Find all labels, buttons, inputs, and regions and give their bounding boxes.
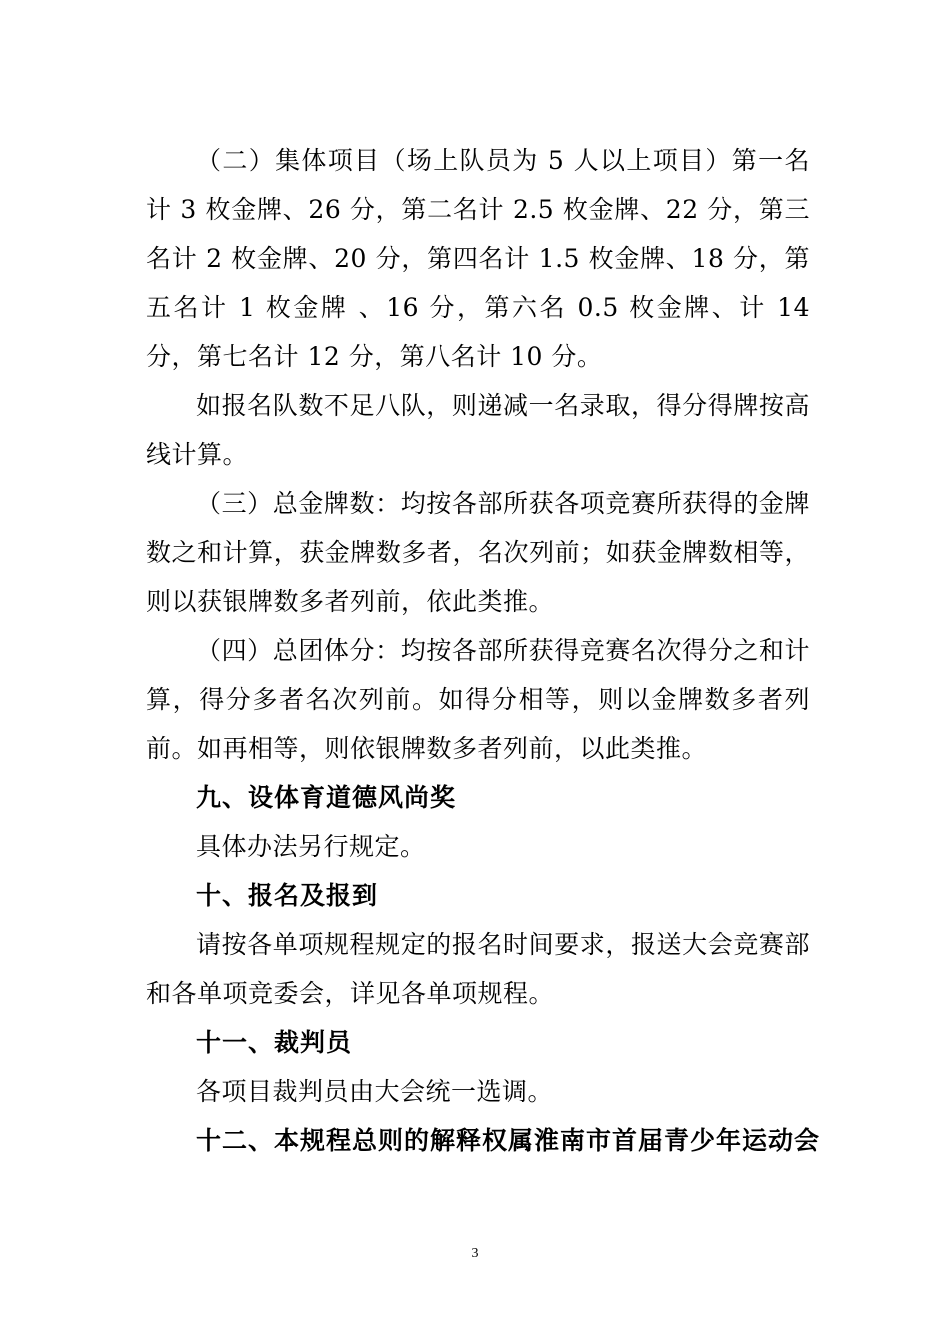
document-body (146, 136, 821, 1165)
paragraph-total-team-score: （四）总团体分：均按各部所获得竞赛名次得分之和计算，得分多者名次列前。如得分相等，则以金牌数多者列前。如再相等，则依银牌数多者列前，以此类推。 (146, 636, 810, 763)
paragraph-fewer-teams-rule: 如报名队数不足八队，则递减一名录取，得分得牌按高线计算。 (146, 391, 810, 469)
paragraph-registration-details: 请按各单项规程规定的报名时间要求，报送大会竞赛部和各单项竞委会，详见各单项规程。 (146, 930, 810, 1008)
heading-registration: 十、报名及报到 (196, 881, 379, 910)
paragraph-referees-details: 各项目裁判员由大会统一选调。 (196, 1077, 554, 1106)
paragraph-total-gold-medals: （三）总金牌数：均按各部所获各项竞赛所获得的金牌数之和计算，获金牌数多者，名次列前；如获金牌数相等，则以获银牌数多者列前，依此类推。 (146, 489, 810, 616)
heading-interpretation-rights: 十二、本规程总则的解释权属淮南市首届青少年运动会 (196, 1126, 821, 1155)
heading-referees: 十一、裁判员 (196, 1028, 353, 1057)
page-number: 3 (471, 1246, 479, 1261)
paragraph-team-events-scoring: （二）集体项目（场上队员为 5 人以上项目）第一名计 3 枚金牌、26 分，第二名计 2.5 枚金牌、22 分，第三名计 2 枚金牌、20 分，第四名计 1.5 枚金牌、18 分，第五名计 1 枚金牌 、16 分，第六名 0.5 枚金牌、计 14 分，第七名计 12 分，第八名计 10 分。 (146, 146, 810, 371)
heading-sportsmanship-award: 九、设体育道德风尚奖 (196, 783, 457, 812)
paragraph-sportsmanship-details: 具体办法另行规定。 (196, 832, 426, 861)
